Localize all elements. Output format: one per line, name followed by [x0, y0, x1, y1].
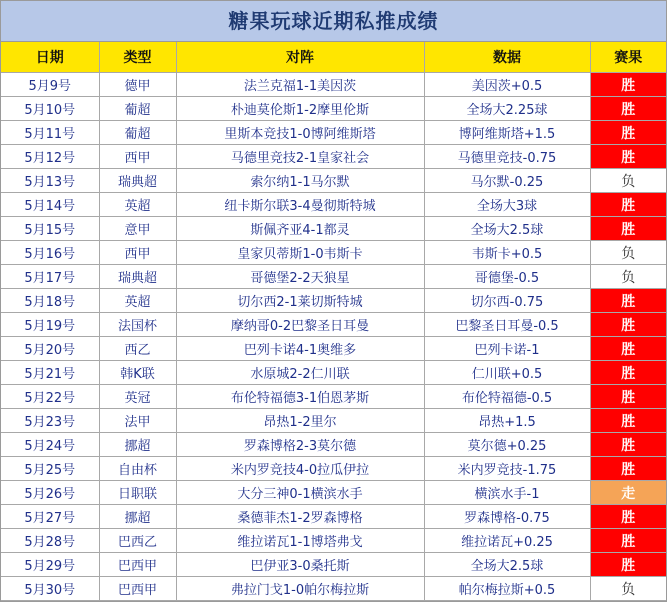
date-cell: 5月10号 [1, 97, 99, 121]
result-cell: 负 [590, 577, 666, 601]
date-cell: 5月24号 [1, 433, 99, 457]
header-row [1, 42, 666, 73]
table-row [1, 193, 666, 217]
match-cell: 桑德菲杰1-2罗森博格 [176, 505, 424, 529]
match-cell: 马德里竞技2-1皇家社会 [176, 145, 424, 169]
result-cell: 胜 [590, 409, 666, 433]
match-cell: 朴迪莫伦斯1-2摩里伦斯 [176, 97, 424, 121]
result-cell: 胜 [590, 337, 666, 361]
match-cell: 水原城2-2仁川联 [176, 361, 424, 385]
date-cell: 5月22号 [1, 385, 99, 409]
result-cell: 胜 [590, 217, 666, 241]
data-cell: 巴列卡诺-1 [424, 337, 590, 361]
data-cell: 全场大2.5球 [424, 553, 590, 577]
result-cell: 胜 [590, 97, 666, 121]
table-row [1, 433, 666, 457]
type-cell: 西甲 [99, 241, 176, 265]
date-cell: 5月30号 [1, 577, 99, 601]
data-cell: 韦斯卡+0.5 [424, 241, 590, 265]
type-cell: 自由杯 [99, 457, 176, 481]
header-data: 数据 [424, 42, 590, 73]
type-cell: 瑞典超 [99, 265, 176, 289]
table-row [1, 313, 666, 337]
data-cell: 博阿维斯塔+1.5 [424, 121, 590, 145]
type-cell: 葡超 [99, 121, 176, 145]
type-cell: 西乙 [99, 337, 176, 361]
result-cell: 胜 [590, 145, 666, 169]
type-cell: 意甲 [99, 217, 176, 241]
header-date: 日期 [1, 42, 99, 73]
match-cell: 布伦特福德3-1伯恩茅斯 [176, 385, 424, 409]
table-row [1, 529, 666, 553]
type-cell: 挪超 [99, 433, 176, 457]
result-cell: 胜 [590, 457, 666, 481]
table-row [1, 121, 666, 145]
date-cell: 5月28号 [1, 529, 99, 553]
date-cell: 5月18号 [1, 289, 99, 313]
data-cell: 美因茨+0.5 [424, 73, 590, 97]
data-cell: 帕尔梅拉斯+0.5 [424, 577, 590, 601]
match-cell: 米内罗竞技4-0拉瓜伊拉 [176, 457, 424, 481]
result-cell: 胜 [590, 505, 666, 529]
date-cell: 5月9号 [1, 73, 99, 97]
match-cell: 大分三神0-1横滨水手 [176, 481, 424, 505]
table-row [1, 505, 666, 529]
result-cell: 胜 [590, 529, 666, 553]
type-cell: 西甲 [99, 145, 176, 169]
date-cell: 5月13号 [1, 169, 99, 193]
match-cell: 斯佩齐亚4-1都灵 [176, 217, 424, 241]
table-row [1, 361, 666, 385]
result-cell: 负 [590, 265, 666, 289]
result-cell: 负 [590, 169, 666, 193]
table-row [1, 337, 666, 361]
match-cell: 皇家贝蒂斯1-0韦斯卡 [176, 241, 424, 265]
match-cell: 巴列卡诺4-1奥维多 [176, 337, 424, 361]
data-cell: 布伦特福德-0.5 [424, 385, 590, 409]
data-cell: 昂热+1.5 [424, 409, 590, 433]
header-result: 赛果 [590, 42, 666, 73]
table-row [1, 97, 666, 121]
type-cell: 英超 [99, 289, 176, 313]
table-row [1, 169, 666, 193]
sheet-title: 糖果玩球近期私推成绩 [1, 1, 666, 42]
result-cell: 胜 [590, 121, 666, 145]
table-row [1, 145, 666, 169]
date-cell: 5月23号 [1, 409, 99, 433]
date-cell: 5月21号 [1, 361, 99, 385]
result-cell: 胜 [590, 385, 666, 409]
match-cell: 罗森博格2-3莫尔德 [176, 433, 424, 457]
table-row [1, 265, 666, 289]
type-cell: 瑞典超 [99, 169, 176, 193]
data-cell: 米内罗竞技-1.75 [424, 457, 590, 481]
table-row [1, 289, 666, 313]
result-cell: 胜 [590, 289, 666, 313]
date-cell: 5月29号 [1, 553, 99, 577]
type-cell: 巴西乙 [99, 529, 176, 553]
data-cell: 马德里竞技-0.75 [424, 145, 590, 169]
date-cell: 5月27号 [1, 505, 99, 529]
data-cell: 莫尔德+0.25 [424, 433, 590, 457]
result-cell: 胜 [590, 73, 666, 97]
type-cell: 巴西甲 [99, 553, 176, 577]
result-cell: 胜 [590, 313, 666, 337]
data-cell: 全场大2.5球 [424, 217, 590, 241]
result-cell: 胜 [590, 553, 666, 577]
data-cell: 切尔西-0.75 [424, 289, 590, 313]
table-row [1, 553, 666, 577]
match-cell: 哥德堡2-2天狼星 [176, 265, 424, 289]
header-type: 类型 [99, 42, 176, 73]
match-cell: 巴伊亚3-0桑托斯 [176, 553, 424, 577]
date-cell: 5月15号 [1, 217, 99, 241]
match-cell: 弗拉门戈1-0帕尔梅拉斯 [176, 577, 424, 601]
table-row [1, 457, 666, 481]
result-cell: 胜 [590, 361, 666, 385]
date-cell: 5月12号 [1, 145, 99, 169]
match-cell: 纽卡斯尔联3-4曼彻斯特城 [176, 193, 424, 217]
type-cell: 英超 [99, 193, 176, 217]
data-cell: 马尔默-0.25 [424, 169, 590, 193]
type-cell: 韩K联 [99, 361, 176, 385]
header-match: 对阵 [176, 42, 424, 73]
result-cell: 走 [590, 481, 666, 505]
data-cell: 全场大3球 [424, 193, 590, 217]
table-row [1, 241, 666, 265]
data-cell: 巴黎圣日耳曼-0.5 [424, 313, 590, 337]
table-row [1, 385, 666, 409]
result-cell: 胜 [590, 433, 666, 457]
data-cell: 罗森博格-0.75 [424, 505, 590, 529]
table-row [1, 217, 666, 241]
type-cell: 德甲 [99, 73, 176, 97]
table-row [1, 577, 666, 601]
date-cell: 5月19号 [1, 313, 99, 337]
data-cell: 哥德堡-0.5 [424, 265, 590, 289]
date-cell: 5月26号 [1, 481, 99, 505]
type-cell: 英冠 [99, 385, 176, 409]
match-cell: 昂热1-2里尔 [176, 409, 424, 433]
type-cell: 法甲 [99, 409, 176, 433]
table-row [1, 481, 666, 505]
data-cell: 横滨水手-1 [424, 481, 590, 505]
data-cell: 仁川联+0.5 [424, 361, 590, 385]
match-cell: 索尔纳1-1马尔默 [176, 169, 424, 193]
date-cell: 5月14号 [1, 193, 99, 217]
type-cell: 巴西甲 [99, 577, 176, 601]
result-cell: 负 [590, 241, 666, 265]
date-cell: 5月11号 [1, 121, 99, 145]
match-cell: 法兰克福1-1美因茨 [176, 73, 424, 97]
data-cell: 维拉诺瓦+0.25 [424, 529, 590, 553]
table-row [1, 409, 666, 433]
type-cell: 挪超 [99, 505, 176, 529]
date-cell: 5月17号 [1, 265, 99, 289]
type-cell: 法国杯 [99, 313, 176, 337]
match-cell: 维拉诺瓦1-1博塔弗戈 [176, 529, 424, 553]
type-cell: 日职联 [99, 481, 176, 505]
date-cell: 5月25号 [1, 457, 99, 481]
date-cell: 5月20号 [1, 337, 99, 361]
table-row [1, 73, 666, 97]
match-cell: 里斯本竞技1-0博阿维斯塔 [176, 121, 424, 145]
match-cell: 摩纳哥0-2巴黎圣日耳曼 [176, 313, 424, 337]
result-cell: 胜 [590, 193, 666, 217]
date-cell: 5月16号 [1, 241, 99, 265]
results-table [1, 42, 666, 601]
match-cell: 切尔西2-1莱切斯特城 [176, 289, 424, 313]
type-cell: 葡超 [99, 97, 176, 121]
data-cell: 全场大2.25球 [424, 97, 590, 121]
